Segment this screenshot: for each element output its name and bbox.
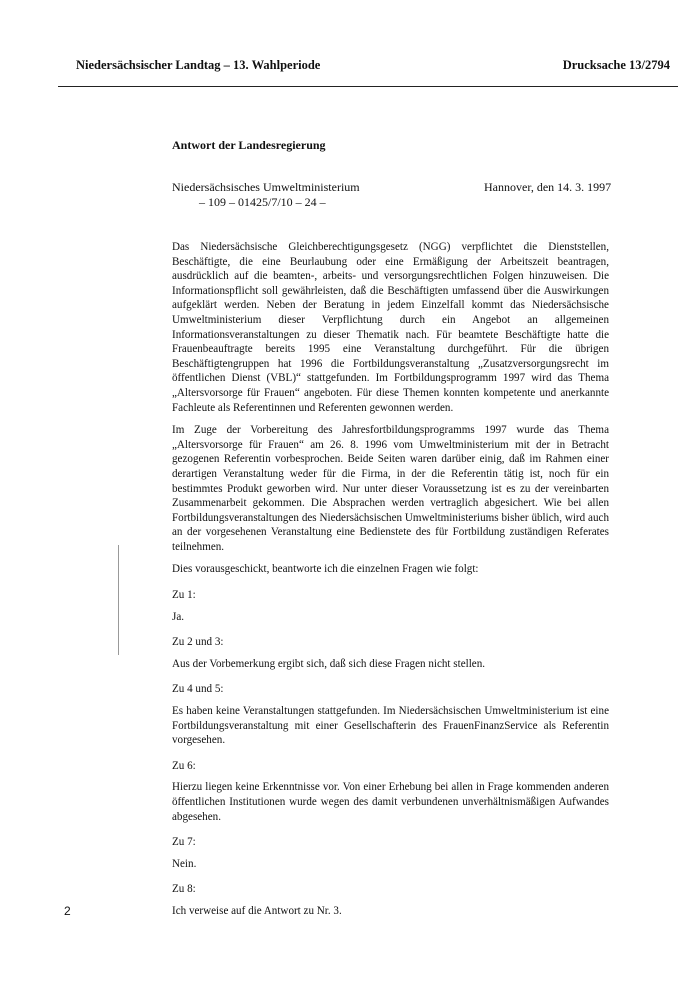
qa-label: Zu 8: bbox=[172, 883, 196, 896]
header-parliament: Niedersächsischer Landtag – 13. Wahlperiode bbox=[76, 58, 321, 72]
qa-item bbox=[172, 588, 609, 624]
qa-answer: Es haben keine Veranstaltungen stattgefunden. Im Niedersächsischen Umweltministerium ist eine Fortbildungsveranstaltung mit einer Gesellschafterin des FrauenFinanzService als Referentin vorgesehen. bbox=[172, 705, 609, 747]
paragraph-preparation: Im Zuge der Vorbereitung des Jahresfortbildungsprogramms 1997 wurde das Thema „Altersvorsorge für Frauen“ am 26. 8. 1996 vom Umweltministerium mit der in Betracht gezogenen Referentin vorbesprochen. Beide Seiten waren darüber einig, daß im Rahmen einer derartigen Veranstaltung weder für die Firma, in der die Referentin tätig ist, noch für ein bestimmtes Produkt geworben wird. Nur unter dieser Voraussetzung ist es zu der vereinbarten Zusammenarbeit gekommen. Die Absprachen werden vertraglich abgesichert. Wie bei allen Fortbildungsveranstaltungen des Niedersächsischen Umweltministeriums bisher üblich, wird auch an der vorgesehenen Veranstaltung eine Bedienstete des für Fortbildung zuständigen Referates teilnehmen. bbox=[172, 424, 609, 553]
ministry-block bbox=[172, 180, 360, 210]
qa-item bbox=[172, 759, 609, 824]
dateline: Hannover, den 14. 3. 1997 bbox=[484, 180, 612, 194]
qa-answer: Ich verweise auf die Antwort zu Nr. 3. bbox=[172, 904, 342, 917]
qa-label: Zu 6: bbox=[172, 759, 196, 772]
qa-label: Zu 1: bbox=[172, 589, 196, 602]
paragraph-preamble: Das Niedersächsische Gleichberechtigungsgesetz (NGG) verpflichtet die Dienststellen, Beschäftigte, die eine Beurlaubung oder eine Ermäßigung der Arbeitszeit beantragen, ausdrücklich auf die beamten-, arbeits- und versorgungsrechtlichen Folgen hinzuweisen. Die Informationspflicht soll gewährleisten, daß die Beschäftigten umfassend über die Auswirkungen aufgeklärt werden. Neben der Beratung in jedem Einzelfall kommt das Niedersächsische Umweltministerium dieser Verpflichtung durch ein Angebot an allgemeinen Informationsveranstaltungen zu dieser Thematik nach. Für beamtete Beschäftigte hatte die Frauenbeauftragte bereits 1995 eine Veranstaltung durchgeführt. Für die übrigen Beschäftigtengruppen hat 1996 die Fortbildungsveranstaltung „Zusatzversorgungsrecht im öffentlichen Dienst (VBL)“ stattgefunden. Im Fortbildungsprogramm 1997 wird das Thema „Altersvorsorge für Frauen“ angeboten. Für diese Themen konnten kompetente und anerkannte Fachleute als Referentinnen und Referenten gewonnen werden. bbox=[172, 241, 609, 414]
section-title: Antwort der Landesregierung bbox=[172, 138, 326, 152]
header-printed-matter-number: Drucksache 13/2794 bbox=[562, 58, 670, 72]
qa-answer: Nein. bbox=[172, 857, 197, 870]
qa-label: Zu 4 und 5: bbox=[172, 683, 224, 696]
qa-item bbox=[172, 882, 609, 918]
ministry-name: Niedersächsisches Umweltministerium bbox=[172, 180, 360, 194]
header-rule bbox=[58, 86, 678, 87]
margin-mark bbox=[118, 545, 119, 655]
page-number: 2 bbox=[64, 904, 71, 918]
document-body bbox=[172, 240, 609, 928]
qa-item bbox=[172, 835, 609, 871]
qa-item bbox=[172, 682, 609, 747]
ministry-reference: – 109 – 01425/7/10 – 24 – bbox=[199, 195, 326, 209]
page-header bbox=[76, 58, 670, 73]
qa-answer: Aus der Vorbemerkung ergibt sich, daß sich diese Fragen nicht stellen. bbox=[172, 657, 486, 670]
qa-label: Zu 2 und 3: bbox=[172, 636, 224, 649]
qa-label: Zu 7: bbox=[172, 836, 196, 849]
paragraph-intro-answers: Dies vorausgeschickt, beantworte ich die einzelnen Fragen wie folgt: bbox=[172, 563, 479, 576]
qa-item bbox=[172, 635, 609, 671]
qa-answer: Ja. bbox=[172, 610, 185, 623]
qa-answer: Hierzu liegen keine Erkenntnisse vor. Von einer Erhebung bei allen in Frage kommenden anderen öffentlichen Institutionen wurde wegen des damit verbundenen unverhältnismäßigen Aufwandes abgesehen. bbox=[172, 781, 609, 823]
